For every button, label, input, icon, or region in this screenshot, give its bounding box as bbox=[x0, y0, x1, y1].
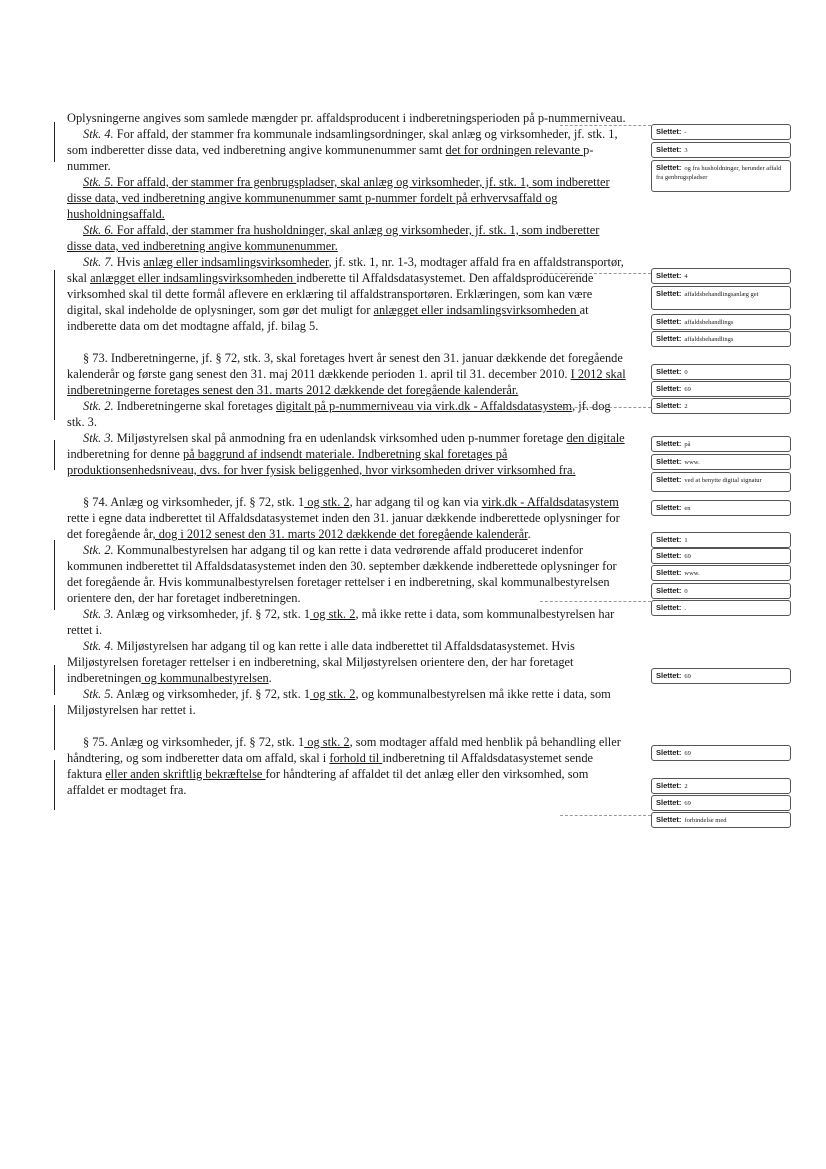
change-bar bbox=[54, 300, 55, 420]
comment-label: Slettet: bbox=[656, 457, 682, 466]
comment-balloon[interactable] bbox=[651, 668, 791, 684]
comment-text: 69 bbox=[684, 386, 691, 393]
comment-text: 69 bbox=[684, 553, 691, 560]
comment-text: ved at benytte digital signatur bbox=[684, 477, 762, 484]
comment-text: 2 bbox=[684, 403, 688, 410]
comment-balloon[interactable] bbox=[651, 331, 791, 347]
comment-label: Slettet: bbox=[656, 586, 682, 595]
change-bar bbox=[54, 665, 55, 695]
paragraph-74-stk2: Stk. 2. Kommunalbestyrelsen har adgang til og kan rette i data vedrørende affald produceret indenfor kommunen indberettet til Affaldsdatasystemet inden den 30. september dækkende indberettede oplysninger for det foregående år. Hvis kommunalbestyrelsen foretager rettelser i en indberetning, skal kommunalbestyrelsen orientere den, der har foretaget indberetningen. bbox=[67, 543, 617, 605]
comment-label: Slettet: bbox=[656, 798, 682, 807]
comment-balloon[interactable] bbox=[651, 565, 791, 581]
comment-text: affaldsbehandlingsanlæg get bbox=[684, 291, 759, 298]
paragraph-74-stk3: Stk. 3. Anlæg og virksomheder, jf. § 72, stk. 1 og stk. 2, må ikke rette i data, som kommunalbestyrelsen har rettet i. bbox=[67, 607, 615, 637]
comment-balloon[interactable] bbox=[651, 548, 791, 564]
comment-balloon[interactable] bbox=[651, 398, 791, 414]
comment-text: forbindelse med bbox=[684, 817, 727, 824]
paragraph-73: § 73. Indberetningerne, jf. § 72, stk. 3, skal foretages hvert år senest den 31. januar dækkende det foregående kalenderår og første gang senest den 31. maj 2011 dækkende perioden 1. april til 31. december 2010. I 2012 skal indberetningerne foretages senest den 31. marts 2012 dækkende det foregående kalenderår. bbox=[67, 351, 626, 397]
paragraph-74: § 74. Anlæg og virksomheder, jf. § 72, stk. 1 og stk. 2, har adgang til og kan via virk.dk - Affaldsdatasystem rette i egne data indberettet til Affaldsdatasystemet inden den 31. januar dækkende indberettede oplysninger for det foregående år, dog i 2012 senest den 31. marts 2012 dækkende det foregående kalenderår. bbox=[67, 495, 620, 541]
comment-balloon[interactable] bbox=[651, 142, 791, 158]
comment-balloon[interactable] bbox=[651, 795, 791, 811]
comment-label: Slettet: bbox=[656, 535, 682, 544]
change-bar bbox=[54, 760, 55, 810]
change-bar bbox=[54, 440, 55, 470]
comment-text: 0 bbox=[684, 369, 688, 376]
comment-text: www. bbox=[684, 459, 700, 466]
comment-text: . bbox=[684, 605, 687, 612]
comment-label: Slettet: bbox=[656, 475, 682, 484]
paragraph-stk5: Stk. 5. For affald, der stammer fra genbrugspladser, skal anlæg og virksomheder, jf. stk. 1, som indberetter disse data, ved indberetning angive kommunenummer samt p-nummer fordelt på erhvervsaffald og husholdningsaffald. bbox=[67, 175, 610, 221]
comment-balloon[interactable] bbox=[651, 745, 791, 761]
comment-text: affaldsbehandlings bbox=[684, 319, 734, 326]
comment-label: Slettet: bbox=[656, 781, 682, 790]
comment-balloon[interactable] bbox=[651, 583, 791, 599]
paragraph-73-stk2: Stk. 2. Indberetningerne skal foretages digitalt på p-nummerniveau via virk.dk - Affaldsdatasystem, jf. dog stk. 3. bbox=[67, 399, 611, 429]
change-bar bbox=[54, 705, 55, 750]
comment-label: Slettet: bbox=[656, 603, 682, 612]
comment-label: Slettet: bbox=[656, 367, 682, 376]
comment-text: 69 bbox=[684, 750, 691, 757]
comment-text: 69 bbox=[684, 673, 691, 680]
paragraph-stk4: Stk. 4. For affald, der stammer fra kommunale indsamlingsordninger, skal anlæg og virksomheder, jf. stk. 1, som indberetter disse data, ved indberetning angive kommunenummer samt det for ordningen relevante p-nummer. bbox=[67, 126, 627, 174]
comment-balloon[interactable] bbox=[651, 812, 791, 828]
comment-label: Slettet: bbox=[656, 163, 682, 172]
comment-text: 1 bbox=[684, 537, 688, 544]
comment-leader-line bbox=[540, 273, 651, 274]
comment-label: Slettet: bbox=[656, 271, 682, 280]
comment-balloon[interactable] bbox=[651, 500, 791, 516]
comment-label: Slettet: bbox=[656, 671, 682, 680]
comment-text: - bbox=[684, 129, 687, 136]
comment-balloon[interactable] bbox=[651, 778, 791, 794]
comment-label: Slettet: bbox=[656, 568, 682, 577]
comment-label: Slettet: bbox=[656, 551, 682, 560]
paragraph-74-stk5: Stk. 5. Anlæg og virksomheder, jf. § 72, stk. 1 og stk. 2, og kommunalbestyrelsen må ikke rette i data, som Miljøstyrelsen har rettet i. bbox=[67, 687, 611, 717]
comment-text: www. bbox=[684, 570, 700, 577]
change-bar bbox=[54, 122, 55, 162]
comment-text: 4 bbox=[684, 273, 688, 280]
comment-balloon[interactable] bbox=[651, 532, 791, 548]
comment-label: Slettet: bbox=[656, 145, 682, 154]
comment-balloon[interactable] bbox=[651, 381, 791, 397]
comment-label: Slettet: bbox=[656, 334, 682, 343]
comment-leader-line bbox=[540, 601, 651, 602]
comment-label: Slettet: bbox=[656, 317, 682, 326]
comment-balloon[interactable] bbox=[651, 314, 791, 330]
comment-balloon[interactable] bbox=[651, 160, 791, 192]
document-body bbox=[67, 110, 627, 798]
comment-balloon[interactable] bbox=[651, 364, 791, 380]
comment-label: Slettet: bbox=[656, 748, 682, 757]
comment-balloon[interactable] bbox=[651, 436, 791, 452]
comment-balloon[interactable] bbox=[651, 454, 791, 470]
comment-label: Slettet: bbox=[656, 384, 682, 393]
comment-balloon[interactable] bbox=[651, 600, 791, 616]
paragraph-stk7: Stk. 7. Hvis anlæg eller indsamlingsvirksomheder, jf. stk. 1, nr. 1-3, modtager affald fra en affaldstransportør, skal anlægget eller indsamlingsvirksomheden indberette til Affaldsdatasystemet. Den affaldsproducerende virksomhed skal til dette formål aflevere en erklæring til affaldstransportøren. Erklæringen, som kan være digital, skal indeholde de oplysninger, som gør det muligt for anlægget eller indsamlingsvirksomheden at indberette data om det modtagne affald, jf. bilag 5. bbox=[67, 255, 624, 333]
paragraph-stk6: Stk. 6. For affald, der stammer fra husholdninger, skal anlæg og virksomheder, jf. stk. 1, som indberetter disse data, ved indberetning angive kommunenummer. bbox=[67, 223, 600, 253]
revision-comments-pane bbox=[651, 0, 793, 1169]
comment-text: 3 bbox=[684, 147, 688, 154]
comment-label: Slettet: bbox=[656, 439, 682, 448]
comment-text: og fra husholdninger, herunder affald fra genbrugspladser bbox=[656, 165, 782, 181]
paragraph-73-stk3: Stk. 3. Miljøstyrelsen skal på anmodning fra en udenlandsk virksomhed uden p-nummer foretage den digitale indberetning for denne på baggrund af indsendt materiale. Indberetning skal foretages på produktionsenhedsniveau, dvs. for hver fysisk beliggenhed, hvor virksomheden driver virksomhed fra. bbox=[67, 431, 625, 477]
comment-label: Slettet: bbox=[656, 503, 682, 512]
paragraph-75: § 75. Anlæg og virksomheder, jf. § 72, stk. 1 og stk. 2, som modtager affald med henblik på behandling eller håndtering, og som indberetter data om affald, skal i forhold til indberetning til Affaldsdatasystemet sende faktura eller anden skriftlig bekræftelse for håndtering af affaldet til det anlæg eller den virksomhed, som affaldet er modtaget fra. bbox=[67, 735, 621, 797]
comment-text: en bbox=[684, 505, 691, 512]
paragraph-74-stk4: Stk. 4. Miljøstyrelsen har adgang til og kan rette i alle data indberettet til Affaldsdatasystemet. Hvis Miljøstyrelsen foretager rettelser i en indberetning, skal Miljøstyrelsen orientere den, der har foretaget indberetningen og kommunalbestyrelsen. bbox=[67, 639, 575, 685]
comment-text: affaldsbehandlings bbox=[684, 336, 734, 343]
comment-label: Slettet: bbox=[656, 401, 682, 410]
comment-text: på bbox=[684, 441, 691, 448]
comment-label: Slettet: bbox=[656, 289, 682, 298]
change-bar bbox=[54, 540, 55, 610]
comment-balloon[interactable] bbox=[651, 124, 791, 140]
comment-leader-line bbox=[560, 125, 651, 126]
paragraph-intro: Oplysningerne angives som samlede mængder pr. affaldsproducent i indberetningsperioden på p-nummerniveau. bbox=[67, 111, 626, 125]
comment-text: 69 bbox=[684, 800, 691, 807]
comment-leader-line bbox=[560, 407, 651, 408]
comment-label: Slettet: bbox=[656, 815, 682, 824]
comment-text: 0 bbox=[684, 588, 688, 595]
comment-text: 2 bbox=[684, 783, 688, 790]
comment-balloon[interactable] bbox=[651, 268, 791, 284]
comment-balloon[interactable] bbox=[651, 472, 791, 492]
comment-label: Slettet: bbox=[656, 127, 682, 136]
comment-balloon[interactable] bbox=[651, 286, 791, 310]
comment-leader-line bbox=[560, 815, 651, 816]
